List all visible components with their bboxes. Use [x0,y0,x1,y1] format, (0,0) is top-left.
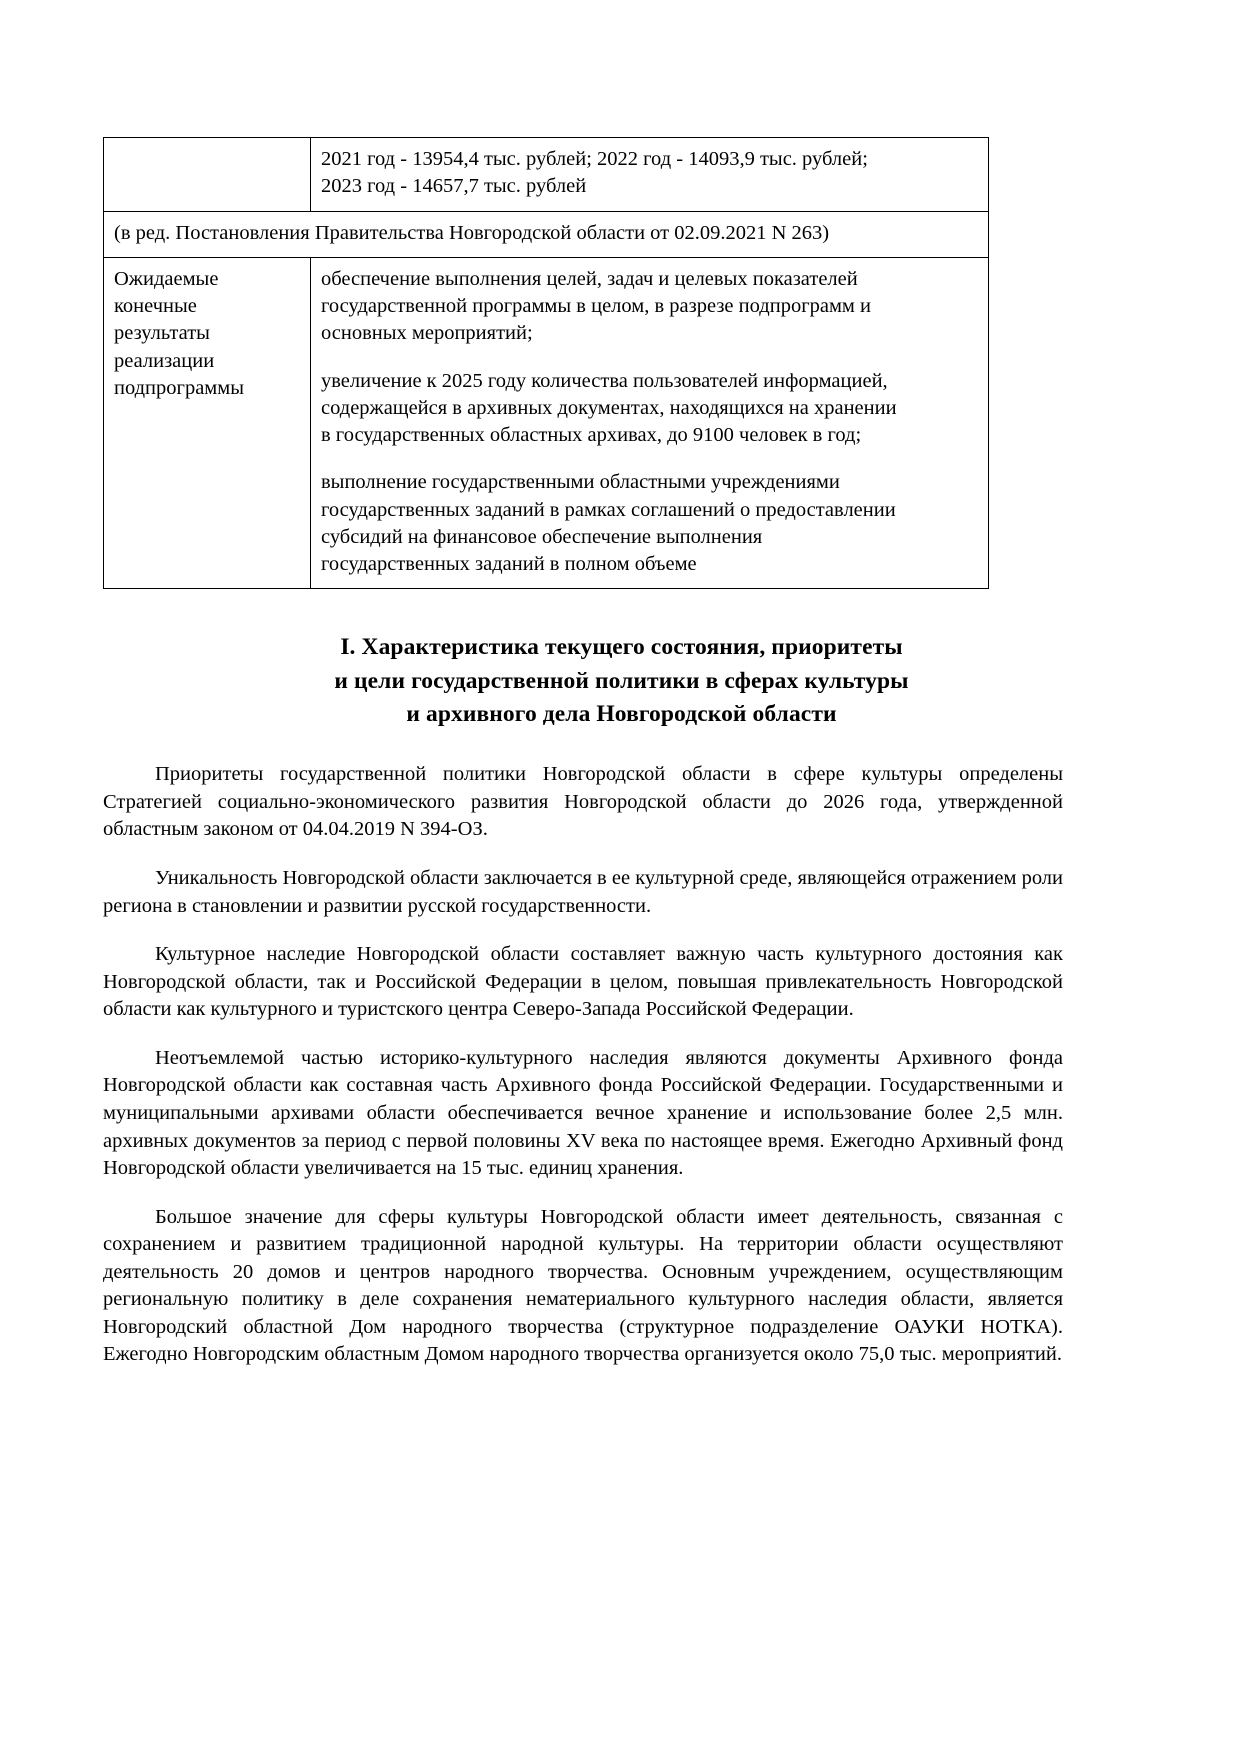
result-3-line-2: государственных заданий в рамках соглашений о предоставлении [321,498,896,521]
result-3-line-4: государственных заданий в полном объеме [321,553,697,575]
result-1-line-2: государственной программы в целом, в разрезе подпрограмм и [321,295,871,317]
table-row-amendment-note [104,211,989,257]
result-3-line-3: субсидий на финансовое обеспечение выполнения [321,525,763,548]
result-1-line-3: основных мероприятий; [321,322,533,345]
result-2-line-3: в государственных областных архивах, до 9100 человек в год; [321,424,862,446]
heading-line-2: и цели государственной политики в сферах культуры [334,667,909,694]
body-text [103,761,1140,1369]
expected-results-label-cell [104,257,311,589]
label-line-2: конечные [114,295,197,317]
heading-line-1: I. Характеристика текущего состояния, приоритеты [340,634,903,661]
amount-line-2022: 2022 год - 14093,9 тыс. рублей; [597,148,868,170]
amendment-note-cell: (в ред. Постановления Правительства Новгородской области от 02.09.2021 N 263) [104,211,989,257]
result-paragraph-2 [321,368,978,450]
label-line-4: реализации [114,349,215,372]
table-row-financing-amounts [104,138,989,212]
financing-label-cell [104,138,311,212]
result-2-line-1: увеличение к 2025 году количества пользователей информацией, [321,369,888,392]
body-paragraph-2: Уникальность Новгородской области заключается в ее культурной среде, являющейся отражением роли региона в становлении и развитии русской государственности. [103,867,1063,917]
label-line-5: подпрограммы [114,376,245,399]
heading-line-3: и архивного дела Новгородской области [406,700,837,727]
result-1-line-1: обеспечение выполнения целей, задач и целевых показателей [321,267,858,290]
body-paragraph-5: Большое значение для сферы культуры Новгородской области имеет деятельность, связанная с сохранением и развитием традиционной народной культуры. На территории области осуществляют деятельность 20 домов и центров народного творчества. Основным учреждением, осуществляющим региональную политику в деле сохранения нематериального культурного наследия области, является Новгородский областной Дом народного творчества (структурное подразделение ОАУКИ НОТКА). Ежегодно Новгородским областным Домом народного творчества организуется около 75,0 тыс. мероприятий. [103,1205,1063,1366]
body-paragraph-3: Культурное наследие Новгородской области составляет важную часть культурного достояния как Новгородской области, так и Российской Федерации в целом, повышая привлекательность Новгородской области как культурного и туристского центра Северо-Запада Российской Федерации. [103,943,1063,1021]
program-parameters-table [103,137,989,589]
financing-amounts-cell [311,138,989,212]
result-paragraph-3 [321,469,978,578]
label-line-1: Ожидаемые [114,267,219,290]
section-heading [103,631,1140,731]
table-row-expected-results [104,257,989,589]
amount-line-2021: 2021 год - 13954,4 тыс. рублей; [321,148,592,170]
result-3-line-1: выполнение государственными областными учреждениями [321,471,840,494]
amount-line-2023: 2023 год - 14657,7 тыс. рублей [321,175,587,198]
body-paragraph-4: Неотъемлемой частью историко-культурного наследия являются документы Архивного фонда Новгородской области как составная часть Архивного фонда Российской Федерации. Государственными и муниципальными архивами области обеспечивается вечное хранение и использование более 2,5 млн. архивных документов за период с первой половины XV века по настоящее время. Ежегодно Архивный фонд Новгородской области увеличивается на 15 тыс. единиц хранения. [103,1046,1063,1180]
expected-results-value-cell [311,257,989,589]
result-paragraph-1 [321,266,978,348]
label-line-3: результаты [114,322,210,345]
result-2-line-2: содержащейся в архивных документах, находящихся на хранении [321,396,897,419]
body-paragraph-1: Приоритеты государственной политики Новгородской области в сфере культуры определены Стратегией социально-экономического развития Новгородской области до 2026 года, утвержденной областным законом от 04.04.2019 N 394-ОЗ. [103,763,1063,841]
